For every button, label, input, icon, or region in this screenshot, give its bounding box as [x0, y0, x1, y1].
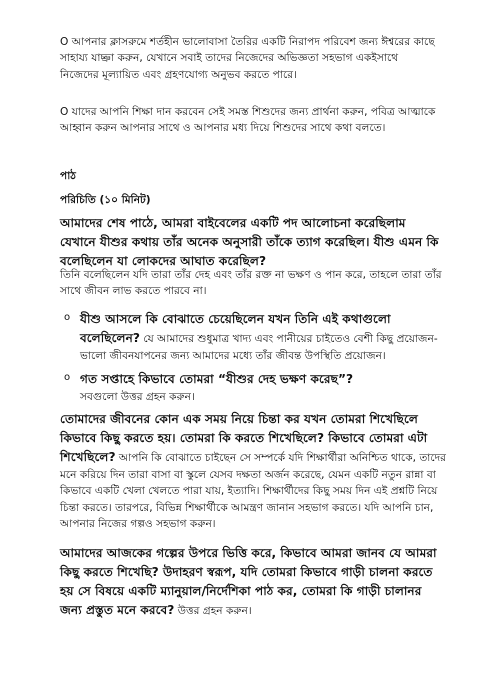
- sub-question-1: [64, 310, 452, 364]
- bullet-mark: O: [60, 36, 69, 48]
- lesson-heading: পাঠ: [60, 170, 76, 182]
- prayer-text-2: যাদের আপনি শিক্ষা দান করবেন সেই সমস্ত শিশুদের জন্য প্রার্থনা করুন, পবিত্র আত্মাকে আহ্বান করুন আপনার সাথে ও আপনার মধ্য দিয়ে শিশুদের সাথে কথা বলতে।: [60, 106, 436, 135]
- question-2-bold: তোমাদের জীবনের কোন এক সময় নিয়ে চিন্তা কর যখন তোমরা শিখেছিলে কিভাবে কিছু করতে হয়। তোমরা কি করতে শিখেছিলে? কিভাবে তোমরা এটা শিখেছিলে?: [60, 412, 428, 464]
- question-1: আমাদের শেষ পাঠে, আমরা বাইবেলের একটি পদ আলোচনা করেছিলাম যেখানে যীশুর কথায় তাঁর অনেক অনুসারী তাঁকে ত্যাগ করেছিল। যীশু এমন কি বলেছিলেন যা লোকদের আঘাত করেছিল?: [60, 216, 439, 268]
- sub-question-1-bold: যীশু আসলে কি বোঝাতে চেয়েছিলেন যখন তিনি এই কথাগুলো বলেছিলেন?: [80, 312, 391, 345]
- sub-question-2-bold: গত সপ্তাহে কিভাবে তোমরা “যীশুর দেহ ভক্ষণ করেছ”?: [80, 372, 354, 386]
- question-2-text: আপনি কি বোঝাতে চাইছেন সে সম্পর্কে যদি শিক্ষার্থীরা অনিশ্চিত থাকে, তাদের মনে করিয়ে দিন তারা বাসা বা স্কুলে যেসব দক্ষতা অর্জন করেছে, যেমন একটি নতুন রান্না বা কিভাবে একটি খেলা খেলতে পারা যায়, ইত্যাদি। শিক্ষার্থীদের কিছু সময় দিন এই প্রশ্নটি নিয়ে চিন্তা করতে। তারপরে, বিভিন্ন শিক্ষার্থীকে আমন্ত্রণ জানান সহভাগ করতে। যদি আপনি চান, আপনার নিজের গল্পও সহভাগ করুন।: [60, 452, 447, 531]
- sub-bullet-marker: o: [64, 312, 71, 323]
- prayer-paragraph-1: [60, 34, 440, 83]
- prayer-text-1: আপনার ক্লাসরুমে শর্তহীন ভালোবাসা তৈরির একটি নিরাপদ পরিবেশ জন্য ঈশ্বরের কাছে সাহায্য যাচ্ঞা করুন, যেখানে সবাই তাদের নিজেদের অভিজ্ঞতা সহভাগ একইসাথে নিজেদের মূল্যায়িত এবং গ্রহণযোগ্য অনুভব করতে পারে।: [60, 36, 435, 81]
- question-2: [60, 410, 446, 533]
- sub-bullet-marker: o: [64, 372, 71, 383]
- sub-question-1-text: যে আমাদের শুধুমাত্র খাদ্য এবং পানীয়ের চাইতেও বেশী কিছু প্রয়োজন- ভালো জীবনযাপনের জন্য আমাদের মধ্যে তাঁর জীবন্ত উপস্থিতি প্রয়োজন।: [80, 333, 438, 362]
- question-3-text: উত্তর গ্রহন করুন।: [174, 605, 252, 617]
- bullet-mark: O: [60, 106, 69, 118]
- sub-question-2: [64, 370, 452, 405]
- question-3: [60, 544, 444, 620]
- question-3-bold: আমাদের আজকের গল্পের উপরে ভিত্তি করে, কিভাবে আমরা জানব যে আমরা কিছু করতে শিখেছি? উদাহরণ স্বরূপ, যদি তোমরা কিভাবে গাড়ী চালনা করতে হয় সে বিষয়ে একটি ম্যানুয়াল/নির্দেশিকা পাঠ কর, তোমরা কি গাড়ী চালানর জন্য প্রস্তুত মনে করবে?: [60, 546, 437, 617]
- intro-heading: পরিচিতি (১০ মিনিট): [60, 194, 151, 206]
- answer-1: তিনি বলেছিলেন যদি তারা তাঁর দেহ এবং তাঁর রক্ত না ভক্ষণ ও পান করে, তাহলে তারা তাঁর সাথে জীবন লাভ করতে পারবে না।: [60, 269, 442, 298]
- sub-question-2-text: সবগুলো উত্তর গ্রহন করুন।: [80, 391, 195, 403]
- prayer-paragraph-2: [60, 104, 440, 137]
